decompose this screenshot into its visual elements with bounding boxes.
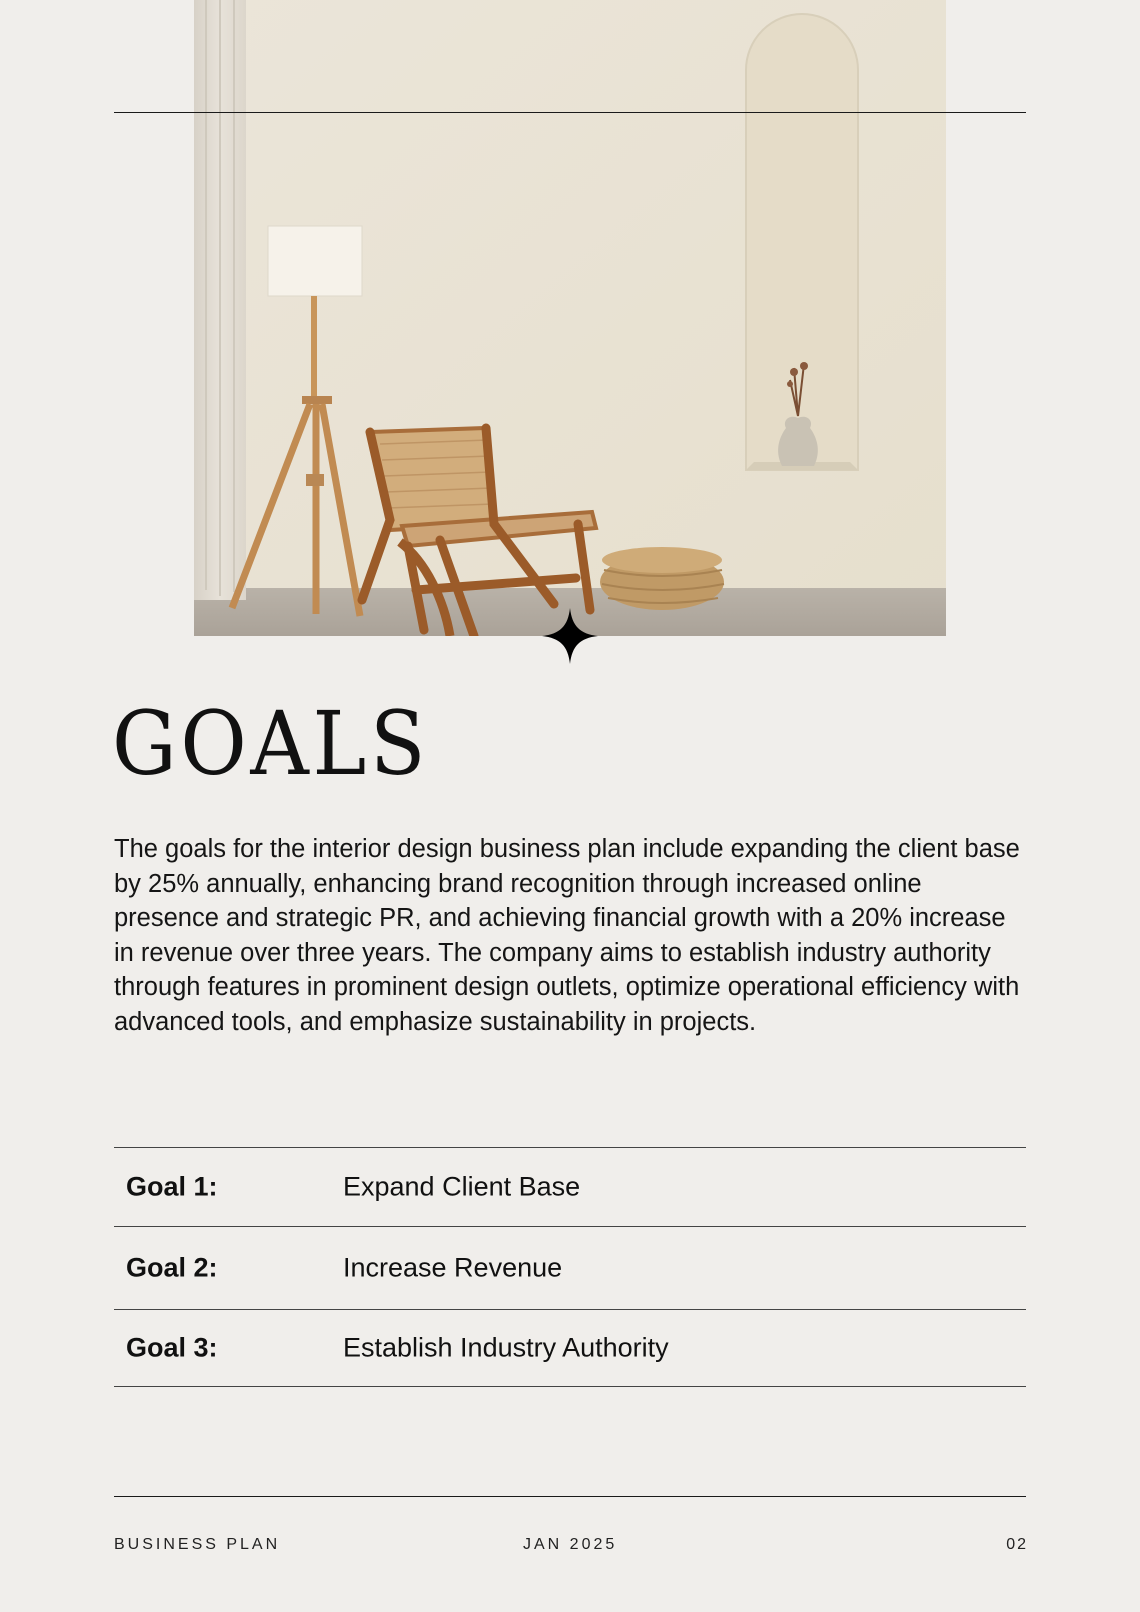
footer-document-title: BUSINESS PLAN <box>114 1536 281 1553</box>
goals-table <box>114 1147 1026 1387</box>
goal-value: Increase Revenue <box>343 1252 563 1283</box>
goal-row <box>114 1147 1026 1227</box>
goal-label: Goal 1: <box>126 1171 218 1202</box>
footer-divider <box>114 1496 1026 1497</box>
top-divider <box>114 112 1026 113</box>
goal-label: Goal 2: <box>126 1252 218 1283</box>
goal-value: Expand Client Base <box>343 1171 581 1202</box>
intro-paragraph: The goals for the interior design business plan include expanding the client base by 25% annually, enhancing brand recognition through increased online presence and strategic PR, and achieving financial growth with a 20% increase in revenue over three years. The company aims to establish industry authority through features in prominent design outlets, optimize operational efficiency with advanced tools, and emphasize sustainability in projects. <box>114 835 1020 1036</box>
sparkle-icon <box>542 608 598 664</box>
goal-label: Goal 3: <box>126 1332 218 1363</box>
goal-value: Establish Industry Authority <box>343 1332 669 1363</box>
footer-date: JAN 2025 <box>523 1536 618 1553</box>
hero-photo <box>194 0 946 636</box>
goal-row <box>114 1227 1026 1310</box>
goal-row <box>114 1310 1026 1387</box>
footer-page-number: 02 <box>1006 1536 1028 1553</box>
page-title: GOALS <box>112 692 430 795</box>
